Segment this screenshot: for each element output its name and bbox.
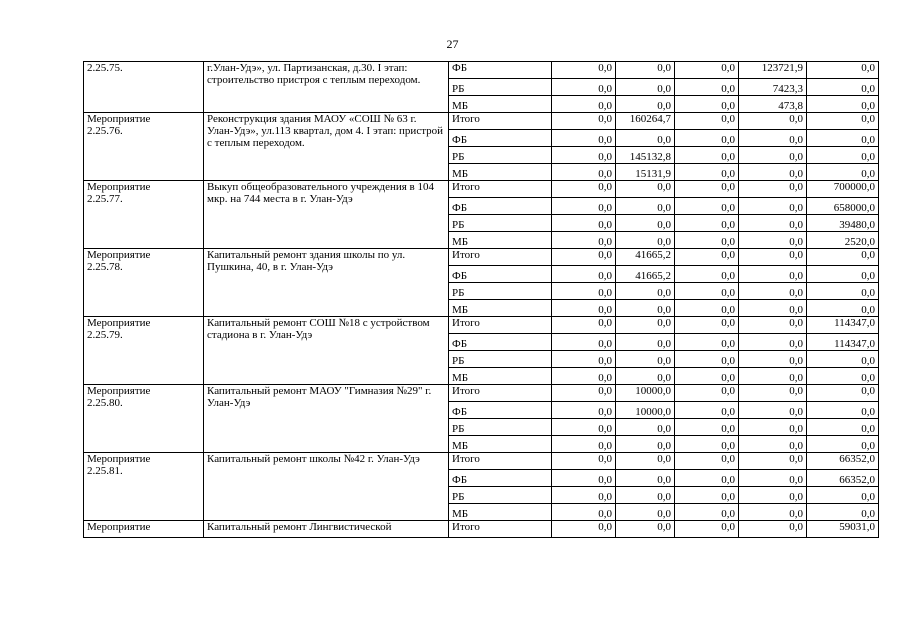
amount-cell: 0,0: [675, 283, 739, 300]
measure-id-cell: [84, 453, 204, 521]
funding-source: МБ: [449, 96, 552, 113]
amount-cell: 0,0: [675, 385, 739, 402]
amount-cell: 59031,0: [807, 521, 879, 538]
amount-cell: 0,0: [675, 181, 739, 198]
funding-source: ФБ: [449, 266, 552, 283]
amount-cell: 0,0: [616, 79, 675, 96]
amount-cell: 0,0: [739, 487, 807, 504]
amount-cell: 2520,0: [807, 232, 879, 249]
amount-cell: 0,0: [675, 96, 739, 113]
amount-cell: 0,0: [675, 470, 739, 487]
amount-cell: 0,0: [552, 249, 616, 266]
amount-cell: 0,0: [552, 113, 616, 130]
measure-id-line: 2.25.78.: [87, 261, 123, 273]
table-row: [84, 181, 879, 198]
amount-cell: 0,0: [552, 419, 616, 436]
measure-description: г.Улан-Удэ», ул. Партизанская, д.30. I этап: строительство пристроя с теплым переходом.: [204, 62, 449, 113]
amount-cell: 0,0: [616, 232, 675, 249]
amount-cell: 0,0: [739, 164, 807, 181]
amount-cell: 0,0: [552, 198, 616, 215]
measure-description: Капитальный ремонт школы №42 г. Улан-Удэ: [204, 453, 449, 521]
amount-cell: 0,0: [739, 283, 807, 300]
measure-id-line: Мероприятие: [87, 385, 151, 397]
amount-cell: 0,0: [739, 249, 807, 266]
amount-cell: 0,0: [616, 368, 675, 385]
amount-cell: 0,0: [675, 232, 739, 249]
amount-cell: 0,0: [807, 351, 879, 368]
amount-cell: 0,0: [552, 147, 616, 164]
amount-cell: 0,0: [739, 436, 807, 453]
amount-cell: 0,0: [675, 198, 739, 215]
funding-source: ФБ: [449, 198, 552, 215]
amount-cell: 0,0: [616, 487, 675, 504]
funding-source: МБ: [449, 368, 552, 385]
funding-source: Итого: [449, 249, 552, 266]
amount-cell: 0,0: [807, 164, 879, 181]
amount-cell: 0,0: [552, 62, 616, 79]
amount-cell: 0,0: [807, 419, 879, 436]
amount-cell: 0,0: [552, 300, 616, 317]
amount-cell: 0,0: [616, 419, 675, 436]
measure-id-line: 2.25.75.: [87, 62, 123, 74]
amount-cell: 0,0: [552, 385, 616, 402]
measure-id-line: Мероприятие: [87, 317, 151, 329]
amount-cell: 0,0: [675, 453, 739, 470]
amount-cell: 0,0: [739, 385, 807, 402]
measure-description: Капитальный ремонт МАОУ "Гимназия №29" г. Улан-Удэ: [204, 385, 449, 453]
amount-cell: 0,0: [552, 79, 616, 96]
amount-cell: 0,0: [675, 521, 739, 538]
amount-cell: 0,0: [739, 317, 807, 334]
amount-cell: 0,0: [807, 266, 879, 283]
amount-cell: 0,0: [552, 164, 616, 181]
amount-cell: 15131,9: [616, 164, 675, 181]
table-row: [84, 453, 879, 470]
amount-cell: 0,0: [807, 283, 879, 300]
amount-cell: 0,0: [552, 504, 616, 521]
measure-id-line: 2.25.80.: [87, 397, 123, 409]
amount-cell: 0,0: [616, 351, 675, 368]
amount-cell: 0,0: [675, 317, 739, 334]
funding-source: Итого: [449, 317, 552, 334]
amount-cell: 0,0: [739, 300, 807, 317]
funding-source: Итого: [449, 113, 552, 130]
funding-source: МБ: [449, 300, 552, 317]
measure-id-cell: [84, 113, 204, 181]
amount-cell: 0,0: [616, 334, 675, 351]
measure-description: Капитальный ремонт здания школы по ул. Пушкина, 40, в г. Улан-Удэ: [204, 249, 449, 317]
amount-cell: 0,0: [739, 351, 807, 368]
amount-cell: 66352,0: [807, 453, 879, 470]
amount-cell: 0,0: [807, 402, 879, 419]
amount-cell: 0,0: [552, 470, 616, 487]
amount-cell: 0,0: [675, 164, 739, 181]
amount-cell: 0,0: [807, 79, 879, 96]
funding-source: РБ: [449, 419, 552, 436]
amount-cell: 0,0: [739, 504, 807, 521]
funding-source: Итого: [449, 181, 552, 198]
measure-description: Капитальный ремонт СОШ №18 с устройством стадиона в г. Улан-Удэ: [204, 317, 449, 385]
amount-cell: 0,0: [739, 470, 807, 487]
amount-cell: 0,0: [675, 351, 739, 368]
measure-id-cell: [84, 181, 204, 249]
amount-cell: 0,0: [675, 402, 739, 419]
page-number: 27: [446, 37, 459, 51]
amount-cell: 0,0: [616, 436, 675, 453]
measure-id-cell: [84, 385, 204, 453]
funding-source: МБ: [449, 232, 552, 249]
amount-cell: 0,0: [807, 130, 879, 147]
table-row: [84, 249, 879, 266]
funding-source: ФБ: [449, 402, 552, 419]
amount-cell: 0,0: [675, 504, 739, 521]
amount-cell: 473,8: [739, 96, 807, 113]
funding-source: РБ: [449, 79, 552, 96]
amount-cell: 0,0: [807, 96, 879, 113]
amount-cell: 700000,0: [807, 181, 879, 198]
amount-cell: 0,0: [739, 453, 807, 470]
funding-source: МБ: [449, 504, 552, 521]
measure-description: Выкуп общеобразовательного учреждения в 104 мкр. на 744 места в г. Улан-Удэ: [204, 181, 449, 249]
amount-cell: 0,0: [552, 317, 616, 334]
amount-cell: 0,0: [552, 266, 616, 283]
measure-id-cell: [84, 317, 204, 385]
amount-cell: 0,0: [739, 113, 807, 130]
amount-cell: 0,0: [739, 215, 807, 232]
measure-id-line: Мероприятие: [87, 453, 151, 465]
funding-source: РБ: [449, 351, 552, 368]
amount-cell: 0,0: [739, 419, 807, 436]
amount-cell: 145132,8: [616, 147, 675, 164]
measure-description: Реконструкция здания МАОУ «СОШ № 63 г. Улан-Удэ», ул.113 квартал, дом 4. I этап: пристрой с теплым переходом.: [204, 113, 449, 181]
amount-cell: 0,0: [807, 249, 879, 266]
amount-cell: 66352,0: [807, 470, 879, 487]
measure-id-line: Мероприятие: [87, 249, 151, 261]
amount-cell: 0,0: [616, 300, 675, 317]
amount-cell: 0,0: [616, 283, 675, 300]
amount-cell: 0,0: [739, 147, 807, 164]
amount-cell: 0,0: [616, 130, 675, 147]
amount-cell: 0,0: [616, 96, 675, 113]
amount-cell: 0,0: [739, 198, 807, 215]
funding-source: ФБ: [449, 334, 552, 351]
measure-id-cell: [84, 249, 204, 317]
measure-id-line: 2.25.79.: [87, 329, 123, 341]
table-row: [84, 113, 879, 130]
amount-cell: 0,0: [675, 487, 739, 504]
amount-cell: 0,0: [552, 334, 616, 351]
amount-cell: 0,0: [675, 419, 739, 436]
funding-source: ФБ: [449, 62, 552, 79]
amount-cell: 0,0: [675, 334, 739, 351]
amount-cell: 0,0: [616, 470, 675, 487]
amount-cell: 0,0: [616, 453, 675, 470]
funding-source: РБ: [449, 147, 552, 164]
amount-cell: 0,0: [552, 487, 616, 504]
funding-source: РБ: [449, 487, 552, 504]
funding-source: ФБ: [449, 130, 552, 147]
amount-cell: 0,0: [675, 113, 739, 130]
funding-source: РБ: [449, 215, 552, 232]
amount-cell: 0,0: [739, 368, 807, 385]
amount-cell: 0,0: [675, 249, 739, 266]
amount-cell: 0,0: [675, 215, 739, 232]
measure-id-line: Мероприятие: [87, 521, 151, 533]
amount-cell: 0,0: [616, 181, 675, 198]
amount-cell: 0,0: [675, 266, 739, 283]
funding-source: Итого: [449, 521, 552, 538]
amount-cell: 0,0: [675, 130, 739, 147]
measure-id-cell: [84, 521, 204, 538]
amount-cell: 7423,3: [739, 79, 807, 96]
measure-id-line: 2.25.76.: [87, 125, 123, 137]
amount-cell: 0,0: [739, 521, 807, 538]
amount-cell: 0,0: [807, 385, 879, 402]
amount-cell: 658000,0: [807, 198, 879, 215]
measure-description: Капитальный ремонт Лингвистической: [204, 521, 449, 538]
amount-cell: 114347,0: [807, 334, 879, 351]
table-row: [84, 317, 879, 334]
amount-cell: 0,0: [552, 453, 616, 470]
amount-cell: 123721,9: [739, 62, 807, 79]
amount-cell: 160264,7: [616, 113, 675, 130]
amount-cell: 0,0: [739, 130, 807, 147]
funding-source: МБ: [449, 436, 552, 453]
amount-cell: 0,0: [616, 521, 675, 538]
amount-cell: 0,0: [675, 436, 739, 453]
measure-id-line: Мероприятие: [87, 181, 151, 193]
amount-cell: 41665,2: [616, 249, 675, 266]
amount-cell: 0,0: [739, 266, 807, 283]
amount-cell: 0,0: [552, 96, 616, 113]
amount-cell: 0,0: [739, 334, 807, 351]
amount-cell: 0,0: [552, 283, 616, 300]
amount-cell: 0,0: [807, 504, 879, 521]
amount-cell: 0,0: [616, 215, 675, 232]
table-row: [84, 385, 879, 402]
table-row: [84, 521, 879, 538]
funding-source: ФБ: [449, 470, 552, 487]
amount-cell: 0,0: [552, 368, 616, 385]
amount-cell: 0,0: [739, 402, 807, 419]
amount-cell: 0,0: [675, 147, 739, 164]
funding-source: Итого: [449, 453, 552, 470]
amount-cell: 10000,0: [616, 402, 675, 419]
amount-cell: 0,0: [552, 130, 616, 147]
amount-cell: 0,0: [675, 62, 739, 79]
amount-cell: 0,0: [616, 317, 675, 334]
amount-cell: 0,0: [807, 487, 879, 504]
funding-source: РБ: [449, 283, 552, 300]
amount-cell: 41665,2: [616, 266, 675, 283]
amount-cell: 0,0: [739, 181, 807, 198]
amount-cell: 114347,0: [807, 317, 879, 334]
amount-cell: 10000,0: [616, 385, 675, 402]
amount-cell: 0,0: [552, 436, 616, 453]
table-row: [84, 62, 879, 79]
amount-cell: 0,0: [616, 504, 675, 521]
amount-cell: 0,0: [739, 232, 807, 249]
amount-cell: 0,0: [807, 147, 879, 164]
amount-cell: 0,0: [616, 62, 675, 79]
amount-cell: 0,0: [675, 368, 739, 385]
amount-cell: 0,0: [616, 198, 675, 215]
amount-cell: 0,0: [807, 300, 879, 317]
budget-table: [83, 61, 879, 538]
amount-cell: 0,0: [552, 521, 616, 538]
amount-cell: 0,0: [807, 113, 879, 130]
amount-cell: 0,0: [675, 79, 739, 96]
amount-cell: 0,0: [552, 181, 616, 198]
amount-cell: 39480,0: [807, 215, 879, 232]
amount-cell: 0,0: [552, 402, 616, 419]
funding-source: Итого: [449, 385, 552, 402]
amount-cell: 0,0: [675, 300, 739, 317]
amount-cell: 0,0: [552, 232, 616, 249]
measure-id-line: 2.25.81.: [87, 465, 123, 477]
amount-cell: 0,0: [552, 215, 616, 232]
measure-id-line: Мероприятие: [87, 113, 151, 125]
amount-cell: 0,0: [807, 436, 879, 453]
amount-cell: 0,0: [807, 368, 879, 385]
amount-cell: 0,0: [807, 62, 879, 79]
measure-id-cell: [84, 62, 204, 113]
measure-id-line: 2.25.77.: [87, 193, 123, 205]
funding-source: МБ: [449, 164, 552, 181]
amount-cell: 0,0: [552, 351, 616, 368]
